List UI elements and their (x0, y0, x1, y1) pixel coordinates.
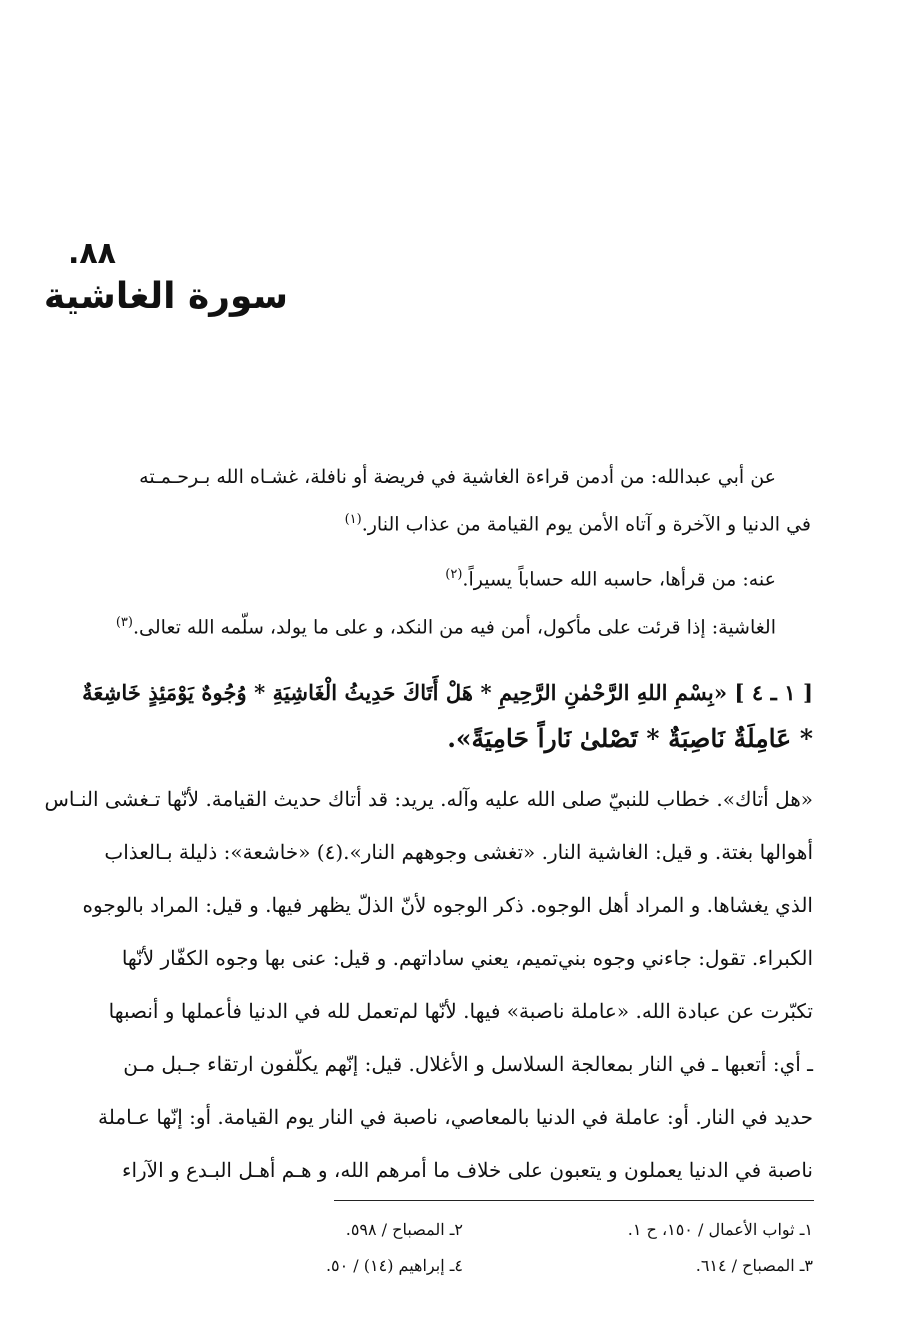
commentary-line: حديد في النار. أو: عاملة في الدنيا بالمعاصي، ناصبة في النار يوم القيامة. أو: إنّها عـاملة (98, 1105, 813, 1129)
footnote-ref-3: (٣) (115, 615, 133, 630)
intro-line-3-text: عنه: من قرأها، حاسبه الله حساباً يسيراً. (462, 568, 776, 591)
commentary-line: الذي يغشاها. و المراد أهل الوجوه. ذكر الوجوه لأنّ الذلّ يظهر فيها. و قيل: المراد بالوجوه (82, 893, 813, 917)
footnote-2: ٢ـ المصباح / ٥٩٨. (345, 1220, 463, 1239)
intro-line-1-text: عن أبي عبدالله: من أدمن قراءة الغاشية في فريضة أو نافلة، غشـاه الله بـرحـمـته (139, 466, 776, 488)
verse-line-1: [ ١ ـ ٤ ] «بِسْمِ اللهِ الرَّحْمٰنِ الرَّحِيمِ * هَلْ أَتَاكَ حَدِيثُ الْغَاشِيَةِ * وُجُوهٌ يَوْمَئِذٍ خَاشِعَةٌ (82, 680, 813, 705)
commentary-line: «هل أتاك». خطاب للنبيّ صلى الله عليه وآله. يريد: قد أتاك حديث القيامة. لأنّها تـغشى النـاس (44, 787, 813, 811)
intro-line-2-text: في الدنيا و الآخرة و آتاه الأمن يوم القيامة من عذاب النار. (361, 513, 811, 536)
commentary-line: الكبراء. تقول: جاءني وجوه بني‌تميم، يعني ساداتهم. و قيل: عنى بها وجوه الكفّار لأنّها (121, 946, 813, 970)
commentary-line: ناصبة في الدنيا يعملون و يتعبون على خلاف ما أمرهم الله، و هـم أهـل البـدع و الآراء (122, 1158, 813, 1182)
commentary-line: ـ أي: أتعبها ـ في النار بمعالجة السلاسل و الأغلال. قيل: إنّهم يكلّفون ارتقاء جـبل مـن (123, 1052, 813, 1076)
intro-line-1 (139, 462, 776, 492)
footnote-1: ١ـ ثواب الأعمال / ١٥٠، ح ١. (627, 1220, 813, 1239)
intro-line-4-text: الغاشية: إذا قرئت على مأكول، أمن فيه من النكد، و على ما يولد، سلّمه الله تعالى. (132, 616, 776, 639)
footnote-3: ٣ـ المصباح / ٦١٤. (695, 1256, 813, 1275)
footnote-separator (334, 1200, 814, 1201)
intro-line-3 (445, 560, 776, 594)
intro-line-2 (345, 505, 811, 539)
verse-line-2: * عَامِلَةٌ نَاصِبَةٌ * تَصْلىٰ نَاراً حَامِيَةً». (447, 724, 813, 753)
surah-number: ٨٨. (67, 236, 116, 271)
commentary-line: أهوالها بغتة. و قيل: الغاشية النار. «تغشى وجوههم النار».(٤) «خاشعة»: ذليلة بـالعذاب (104, 840, 813, 864)
surah-title: سورة الغاشية (43, 276, 288, 317)
footnote-ref-1: (١) (344, 512, 362, 527)
intro-line-4 (116, 608, 776, 642)
footnote-4: ٤ـ إبراهيم (١٤) / ٥٠. (325, 1256, 463, 1275)
commentary-line: تكبّرت عن عبادة الله. «عاملة ناصبة» فيها. لأنّها لم‌تعمل لله في الدنيا فأعملها و أنصبها (108, 999, 813, 1023)
footnote-ref-2: (٢) (445, 567, 463, 582)
